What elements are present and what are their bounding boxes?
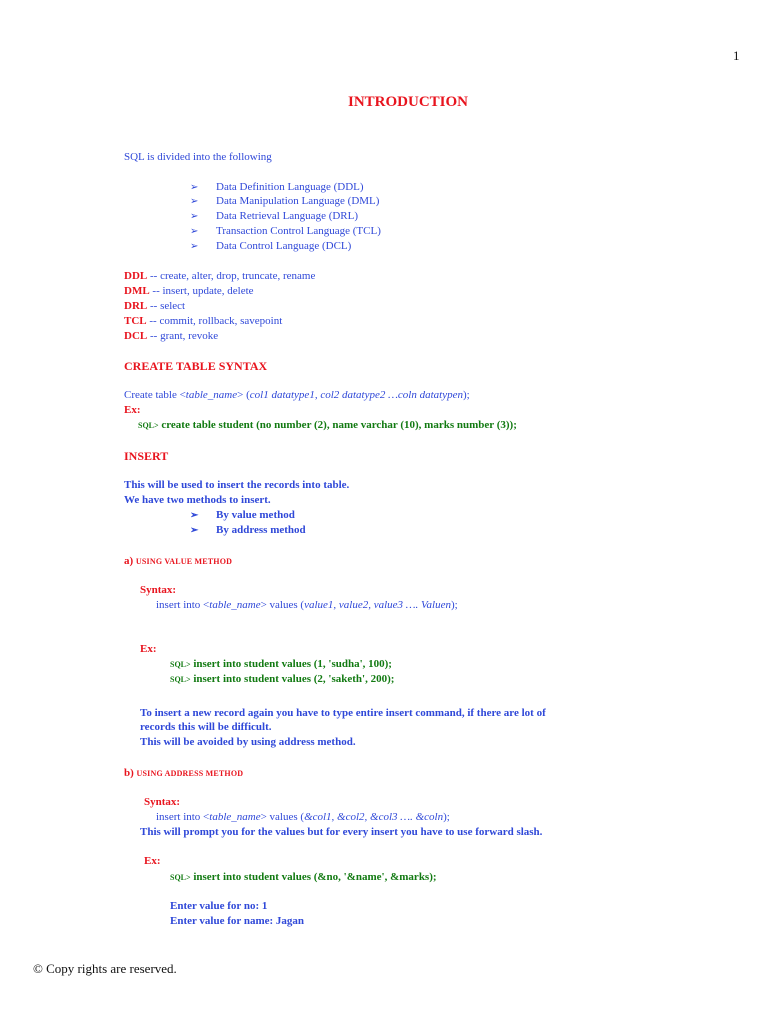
command-row: DDL -- create, alter, drop, truncate, rename (124, 270, 316, 282)
create-table-syntax: Create table <table_name> (col1 datatype1, col2 datatype2 …coln datatypen); (124, 389, 470, 401)
command-row: DCL -- grant, revoke (124, 330, 219, 342)
list-item: ➢ By value method (190, 509, 295, 521)
footer-copyright: © Copy rights are reserved. (33, 961, 177, 976)
address-syntax-label: Syntax: (144, 796, 181, 808)
command-row: TCL -- commit, rollback, savepoint (124, 315, 283, 327)
bullet-arrow-icon: ➢ (190, 241, 199, 252)
value-ex-label: Ex: (140, 643, 157, 655)
address-syntax: insert into <table_name> values (&col1, &col2, &col3 …. &coln); (156, 811, 450, 823)
value-note-1: To insert a new record again you have to type entire insert command, if there are lot of (140, 707, 546, 719)
command-row: DML -- insert, update, delete (124, 285, 254, 297)
intro-text: SQL is divided into the following (124, 151, 272, 163)
address-note: This will prompt you for the values but for every insert you have to use forward slash. (140, 826, 543, 838)
bullet-arrow-icon: ➢ (190, 182, 199, 193)
address-example: SQL> insert into student values (&no, '&name', &marks); (170, 871, 437, 883)
insert-desc-1: This will be used to insert the records into table. (124, 479, 350, 491)
command-row: DRL -- select (124, 300, 186, 312)
create-example: SQL> create table student (no number (2), name varchar (10), marks number (3)); (138, 419, 517, 431)
address-prompt-2: Enter value for name: Jagan (170, 915, 305, 927)
value-syntax: insert into <table_name> values (value1, value2, value3 …. Valuen); (156, 599, 458, 611)
address-prompt-1: Enter value for no: 1 (170, 900, 268, 912)
create-table-heading: CREATE TABLE SYNTAX (124, 359, 268, 373)
address-ex-label: Ex: (144, 855, 161, 867)
create-ex-label: Ex: (124, 404, 141, 416)
bullet-arrow-icon: ➢ (190, 525, 199, 536)
list-item: ➢ Data Retrieval Language (DRL) (190, 210, 359, 222)
bullet-arrow-icon: ➢ (190, 211, 199, 222)
value-syntax-label: Syntax: (140, 584, 177, 596)
value-method-heading: a) USING VALUE METHOD (124, 555, 233, 567)
insert-desc-2: We have two methods to insert. (124, 494, 271, 506)
list-item: ➢ By address method (190, 524, 306, 536)
address-method-heading: b) USING ADDRESS METHOD (124, 767, 244, 779)
bullet-arrow-icon: ➢ (190, 226, 199, 237)
insert-heading: INSERT (124, 449, 169, 463)
value-note-2: records this will be difficult. (140, 721, 272, 733)
list-item: ➢ Data Manipulation Language (DML) (190, 195, 380, 207)
value-example-1: SQL> insert into student values (1, 'sudha', 100); (170, 658, 392, 670)
page-number: 1 (733, 48, 740, 63)
value-note-3: This will be avoided by using address method. (140, 736, 356, 748)
bullet-arrow-icon: ➢ (190, 510, 199, 521)
list-item: ➢ Data Control Language (DCL) (190, 240, 352, 252)
bullet-arrow-icon: ➢ (190, 196, 199, 207)
value-example-2: SQL> insert into student values (2, 'saketh', 200); (170, 673, 395, 685)
list-item: ➢ Transaction Control Language (TCL) (190, 225, 381, 237)
page-title: INTRODUCTION (348, 94, 469, 110)
list-item: ➢ Data Definition Language (DDL) (190, 181, 364, 193)
